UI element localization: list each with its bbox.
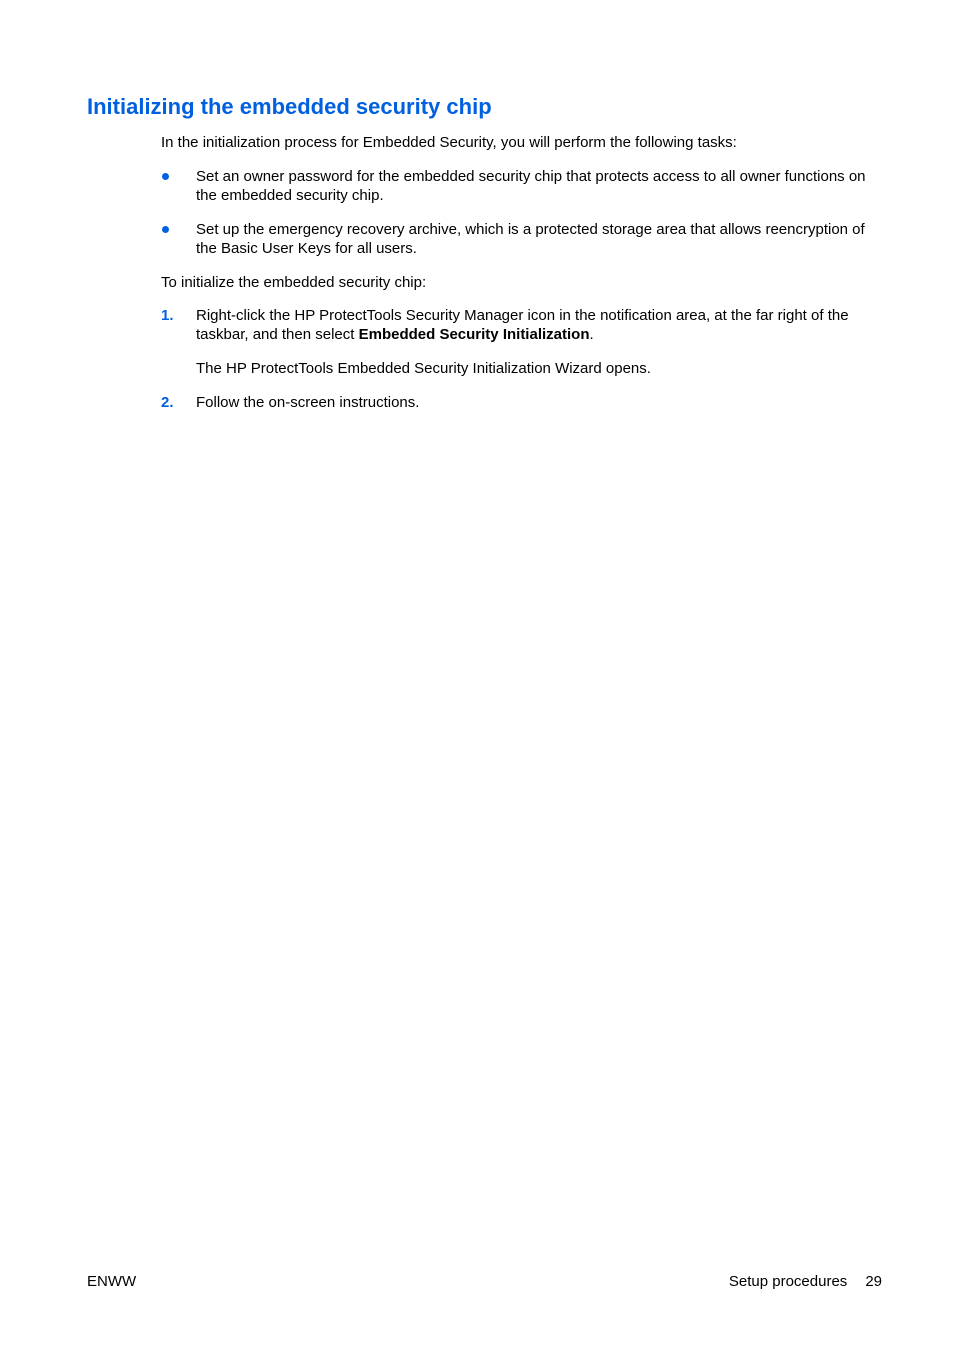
step-number: 2. xyxy=(161,394,174,411)
page-number: 29 xyxy=(865,1273,882,1290)
page-title: Initializing the embedded security chip xyxy=(87,94,492,119)
intro-paragraph: In the initialization process for Embedded Security, you will perform the following tasks: xyxy=(161,134,737,151)
step-result: The HP ProtectTools Embedded Security Initialization Wizard opens. xyxy=(196,360,651,377)
footer-right xyxy=(729,1273,882,1290)
step-text: Follow the on-screen instructions. xyxy=(196,394,420,411)
bullet-icon xyxy=(162,226,169,233)
bullet-text: Set up the emergency recovery archive, which is a protected storage area that allows reencryption of the Basic User Keys for all users. xyxy=(196,221,865,257)
step-text xyxy=(196,306,884,344)
step-text-after: . xyxy=(589,326,594,343)
bullet-icon xyxy=(162,173,169,180)
footer-label: ENWW xyxy=(87,1273,137,1290)
bullet-text: Set an owner password for the embedded security chip that protects access to all owner functions on the embedded security chip. xyxy=(196,168,866,204)
footer-section: Setup procedures xyxy=(728,1273,848,1290)
procedure-lead: To initialize the embedded security chip: xyxy=(161,274,427,291)
menu-command: Embedded Security Initialization xyxy=(358,326,590,343)
step-text-before: Right-click the HP ProtectTools Security Manager icon in the notification area, at the far right of the taskbar, and then select xyxy=(196,307,849,343)
step-number: 1. xyxy=(161,307,174,324)
